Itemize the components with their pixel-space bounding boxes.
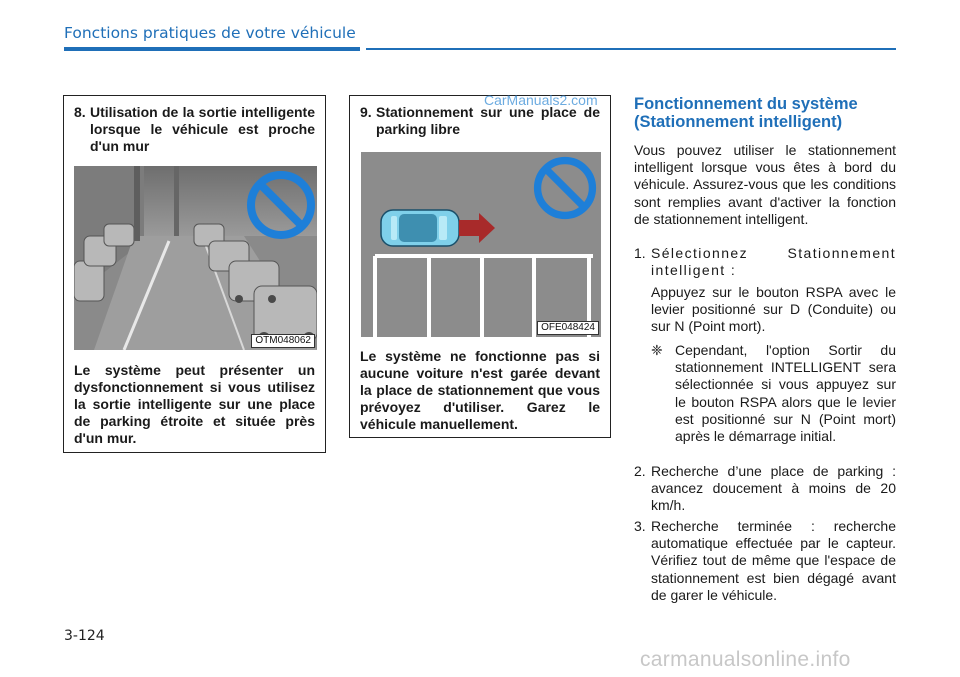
step-3 <box>634 518 896 604</box>
step-number: 1. <box>634 245 646 261</box>
box-body: Le système peut présenter un dysfonctionnement si vous utilisez la sortie intelligente sur une place de parking étroite et située près d'un mur. <box>74 362 315 446</box>
step-1 <box>634 245 896 279</box>
box-body: Le système ne fonctionne pas si aucune voiture n'est garée devant la place de stationnement que vous prévoyez d'utiliser. Garez le véhicule manuellement. <box>360 348 600 432</box>
step-number: 3. <box>634 518 646 534</box>
box-title <box>74 104 315 155</box>
header-rule-thick <box>64 47 360 51</box>
step-text: Sélectionnez Stationnement intelligent : <box>651 245 896 279</box>
prohibition-sign-icon <box>533 156 597 220</box>
warning-box-free-space <box>349 95 611 438</box>
prohibition-sign-icon <box>246 170 316 240</box>
car-top-view <box>381 210 459 246</box>
header-title: Fonctions pratiques de votre véhicule <box>64 24 356 42</box>
step-1-note <box>651 342 896 445</box>
step-1-detail: Appuyez sur le bouton RSPA avec le levier positionné sur D (Conduite) ou sur N (Point mort). <box>651 284 896 335</box>
box-title <box>360 104 600 138</box>
header-rule-thin <box>366 48 896 50</box>
figure-empty-parking <box>361 152 601 337</box>
section-title: Fonctionnement du système (Stationnement intelligent) <box>634 95 858 131</box>
box-title-text: Stationnement sur une place de parking libre <box>376 104 600 137</box>
step-text: Recherche terminée : recherche automatique effectuée par le capteur. Vérifiez tout de même que l'espace de stationnement est bien dégagé avant de garer le véhicule. <box>651 518 896 603</box>
box-number: 9. <box>360 104 372 120</box>
watermark-top: CarManuals2.com <box>484 92 598 108</box>
note-symbol-icon: ❈ <box>651 342 663 358</box>
watermark-bottom: carmanualsonline.info <box>640 648 851 671</box>
step-number: 2. <box>634 463 646 479</box>
warning-box-wall <box>63 95 326 453</box>
figure-code: OTM048062 <box>251 334 315 348</box>
box-title-text: Utilisation de la sortie intelligente lorsque le véhicule est proche d'un mur <box>90 104 315 154</box>
step-2 <box>634 463 896 515</box>
figure-parking-garage <box>74 166 317 350</box>
box-number: 8. <box>74 104 86 120</box>
page-number: 3-124 <box>64 628 105 644</box>
step-text: Recherche d’une place de parking : avancez doucement à moins de 20 km/h. <box>651 463 896 514</box>
figure-code: OFE048424 <box>537 321 599 335</box>
note-text: Cependant, l'option Sortir du stationnement INTELLIGENT sera sélectionnée si vous appuyez sur le bouton RSPA alors que le levier est positionné sur N (Point mort) après le démarrage initial. <box>675 342 896 445</box>
section-intro: Vous pouvez utiliser le stationnement intelligent lorsque vous êtes à bord du véhicule. Assurez-vous que les conditions sont remplies avant d'activer la fonction de stationnement intelligent. <box>634 142 896 227</box>
